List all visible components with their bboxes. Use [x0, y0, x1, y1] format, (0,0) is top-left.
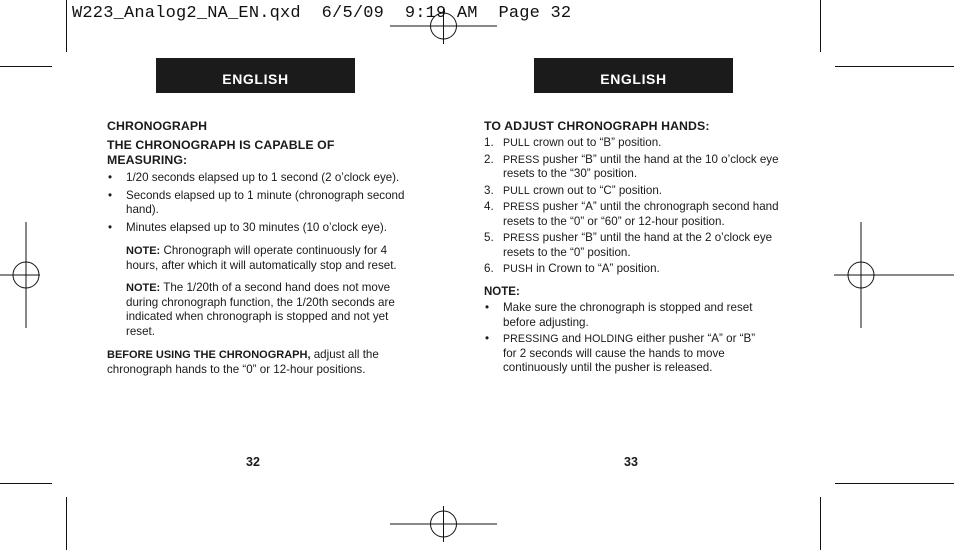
before-using-label: BEFORE USING THE CHRONOGRAPH,	[107, 349, 311, 361]
section-subtitle: THE CHRONOGRAPH IS CAPABLE OF MEASURING:	[107, 138, 335, 167]
step-item: 1. PULL crown out to “B” position.	[484, 136, 662, 149]
registration-mark-bottom	[390, 506, 497, 542]
note-label: NOTE:	[126, 245, 161, 257]
crop-mark	[0, 483, 52, 484]
language-tab-left: ENGLISH	[156, 58, 355, 93]
step-item: 4. PRESS pusher “A” until the chronograph second hand resets to the “0” or “60” or 12-hour position.	[484, 200, 779, 228]
list-item: • 1/20 seconds elapsed up to 1 second (2 o’clock eye).	[107, 171, 407, 186]
list-item: • PRESSING and HOLDING either pusher “A” or “B” for 2 seconds will cause the hands to move continuously until the pusher is released.	[484, 332, 769, 376]
note-text: Chronograph will operate continuously for 4 hours, after which it will automatically stop and reset.	[126, 244, 397, 272]
registration-mark-right	[834, 222, 954, 328]
step-item: 5. PRESS pusher “B” until the hand at the 2 o’clock eye resets to the “0” position.	[484, 231, 773, 259]
right-page-content	[484, 119, 786, 376]
list-item: • Seconds elapsed up to 1 minute (chronograph second hand).	[107, 189, 407, 218]
before-using-paragraph	[107, 348, 392, 377]
note-list	[484, 301, 769, 376]
registration-mark-left	[0, 222, 40, 328]
note-text: The 1/20th of a second hand does not move during chronograph function, the 1/20th seconds are indicated when chronograph is stopped and not yet reset.	[126, 281, 395, 338]
crop-mark	[66, 0, 67, 52]
step-item: 6. PUSH in Crown to “A” position.	[484, 262, 660, 275]
step-item: 3. PULL crown out to “C” position.	[484, 183, 663, 197]
before-using-text: adjust all the chronograph hands to the “0” or 12-hour positions.	[107, 348, 379, 376]
note-twentieth	[107, 281, 407, 339]
crop-mark	[835, 483, 954, 484]
list-item: • Minutes elapsed up to 30 minutes (10 o’clock eye).	[107, 221, 407, 236]
step-item: 2. PRESS pusher “B” until the hand at the 10 o’clock eye resets to the “30” position.	[484, 152, 779, 180]
file-slug: W223_Analog2_NA_EN.qxd 6/5/09 9:19 AM Page 32	[72, 4, 572, 23]
crop-mark	[820, 0, 821, 52]
capability-list	[107, 171, 407, 235]
section-title: CHRONOGRAPH	[107, 119, 208, 133]
crop-mark	[66, 497, 67, 550]
language-tab-right: ENGLISH	[534, 58, 733, 93]
note-label: NOTE:	[126, 282, 161, 294]
crop-mark	[820, 497, 821, 550]
note-operation	[107, 244, 407, 273]
note-heading: NOTE:	[484, 285, 520, 298]
adjust-steps-list	[484, 136, 786, 277]
crop-mark	[0, 66, 52, 67]
page-number-right: 33	[624, 455, 638, 469]
section-title: TO ADJUST CHRONOGRAPH HANDS:	[484, 119, 710, 133]
list-item: • Make sure the chronograph is stopped and reset before adjusting.	[484, 301, 769, 330]
page-number-left: 32	[246, 455, 260, 469]
crop-mark	[835, 66, 954, 67]
registration-mark-top	[390, 8, 497, 44]
left-page-content	[107, 119, 407, 377]
